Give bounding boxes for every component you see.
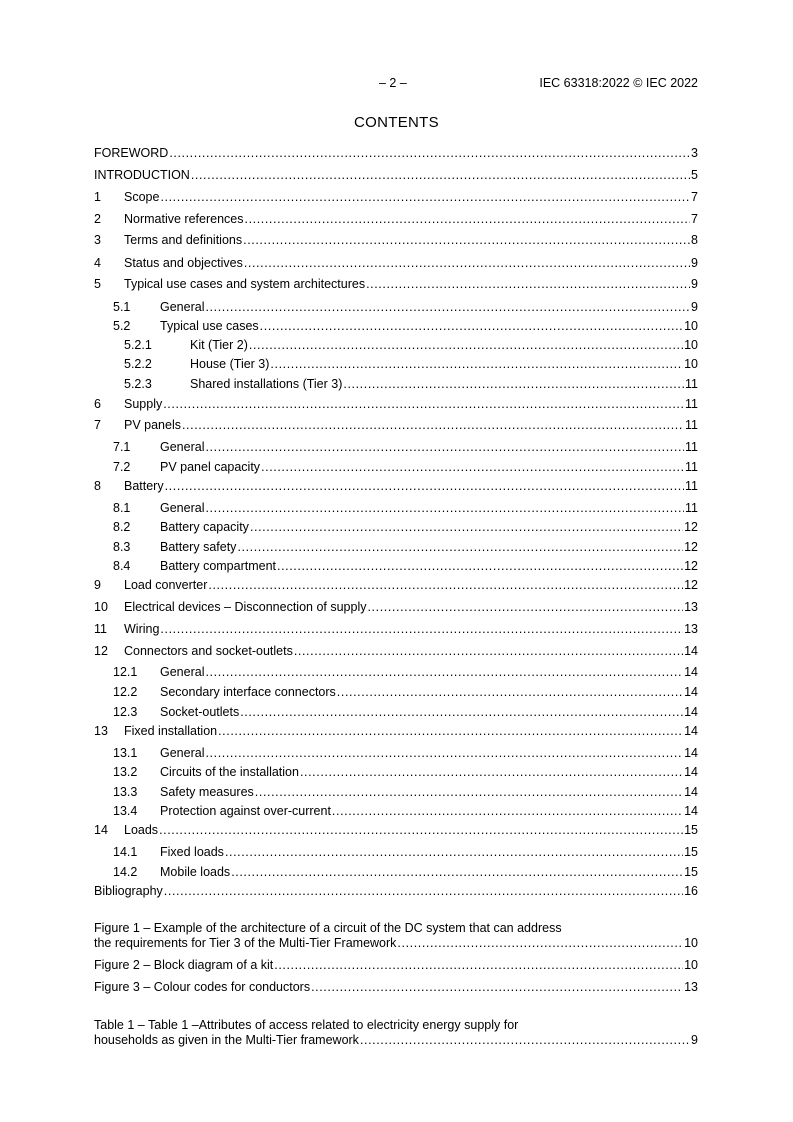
dot-leader	[208, 578, 683, 593]
toc-entry-label: Secondary interface connectors	[160, 685, 336, 699]
toc-entry-label: Connectors and socket-outlets	[124, 644, 293, 658]
toc-entry-page: 14	[684, 665, 698, 679]
dot-leader	[367, 600, 683, 615]
toc-entry-number: 5	[94, 277, 101, 291]
toc-entry-label: PV panel capacity	[160, 460, 261, 474]
toc-entry-number: 13.1	[113, 746, 138, 760]
toc-entry-number: 8.3	[113, 540, 131, 554]
toc-entry-number: 4	[94, 256, 101, 270]
toc-entry-label: Typical use cases	[160, 319, 259, 333]
toc-entry-label: Fixed loads	[160, 845, 224, 859]
toc-entry-page: 7	[691, 212, 698, 226]
toc-entry-page: 13	[684, 622, 698, 636]
toc-entry-label: Normative references	[124, 212, 244, 226]
page-header	[0, 76, 793, 92]
toc-entry-page: 3	[691, 146, 698, 160]
toc-entry-page: 9	[691, 277, 698, 291]
figure-entry-page: 13	[684, 980, 698, 994]
toc-entry-page: 5	[691, 168, 698, 182]
toc-entry-label: Bibliography	[94, 884, 163, 898]
toc-entry[interactable]	[94, 765, 698, 780]
toc-entry[interactable]	[94, 785, 698, 800]
toc-entry-page: 15	[684, 865, 698, 879]
toc-entry[interactable]	[94, 319, 698, 334]
toc-entry-label: Protection against over-current	[160, 804, 331, 818]
dot-leader	[164, 884, 683, 899]
figure-entry[interactable]	[94, 936, 698, 951]
dot-leader	[337, 685, 683, 700]
dot-leader	[277, 559, 683, 574]
toc-entry-page: 14	[684, 724, 698, 738]
toc-entry-label: Typical use cases and system architectures	[124, 277, 366, 291]
toc-entry[interactable]	[94, 501, 698, 516]
toc-entry-page: 14	[684, 644, 698, 658]
toc-entry-label: Mobile loads	[160, 865, 231, 879]
toc-entry-page: 12	[684, 578, 698, 592]
figure-entry-label: Figure 3 – Colour codes for conductors	[94, 980, 311, 994]
toc-entry-page: 11	[685, 397, 698, 411]
toc-entry-page: 14	[684, 705, 698, 719]
toc-entry[interactable]	[94, 600, 698, 615]
toc-entry[interactable]	[94, 884, 698, 899]
toc-entry-number: 7.1	[113, 440, 131, 454]
toc-entry-page: 15	[684, 845, 698, 859]
toc-entry-page: 14	[684, 785, 698, 799]
figure-entry-label: the requirements for Tier 3 of the Multi-Tier Framework	[94, 936, 397, 950]
toc-entry-number: 11	[94, 622, 107, 636]
toc-entry[interactable]	[94, 357, 698, 372]
toc-entry-page: 15	[684, 823, 698, 837]
toc-entry-number: 6	[94, 397, 101, 411]
toc-entry-number: 5.2.2	[124, 357, 152, 371]
toc-entry-page: 11	[685, 460, 698, 474]
toc-entry-label: Fixed installation	[124, 724, 218, 738]
toc-entry[interactable]	[94, 233, 698, 248]
dot-leader	[274, 958, 683, 973]
dot-leader	[255, 785, 683, 800]
toc-entry-number: 12.3	[113, 705, 138, 719]
toc-entry-number: 14.2	[113, 865, 138, 879]
figure-entry-label: Figure 2 – Block diagram of a kit	[94, 958, 274, 972]
toc-entry-page: 14	[684, 685, 698, 699]
toc-entry[interactable]	[94, 559, 698, 574]
dot-leader	[182, 418, 684, 433]
table-entry-label: households as given in the Multi-Tier framework	[94, 1033, 359, 1047]
dot-leader	[250, 520, 683, 535]
standard-reference: IEC 63318:2022 © IEC 2022	[539, 76, 698, 90]
dot-leader	[245, 212, 691, 227]
toc-entry[interactable]	[94, 338, 698, 353]
toc-entry-page: 8	[691, 233, 698, 247]
dot-leader	[231, 865, 683, 880]
toc-entry-label: General	[160, 746, 205, 760]
toc-entry[interactable]	[94, 804, 698, 819]
toc-entry-number: 14	[94, 823, 108, 837]
toc-entry[interactable]	[94, 622, 698, 637]
dot-leader	[165, 479, 684, 494]
toc-entry-page: 10	[684, 319, 698, 333]
toc-entry-page: 10	[684, 357, 698, 371]
dot-leader	[205, 440, 684, 455]
toc-entry[interactable]	[94, 685, 698, 700]
figure-entry-page: 10	[684, 936, 698, 950]
toc-entry[interactable]	[94, 440, 698, 455]
toc-entry-page: 14	[684, 746, 698, 760]
toc-entry[interactable]	[94, 724, 698, 739]
dot-leader	[332, 804, 683, 819]
toc-entry-page: 12	[684, 520, 698, 534]
dot-leader	[243, 233, 690, 248]
toc-entry-number: 10	[94, 600, 108, 614]
toc-entry-page: 13	[684, 600, 698, 614]
toc-entry[interactable]	[94, 300, 698, 315]
toc-entry-label: Socket-outlets	[160, 705, 240, 719]
table-entry-page: 9	[691, 1033, 698, 1047]
toc-entry[interactable]	[94, 746, 698, 761]
toc-entry[interactable]	[94, 418, 698, 433]
dot-leader	[160, 190, 690, 205]
toc-entry[interactable]	[94, 665, 698, 680]
toc-entry-label: Battery safety	[160, 540, 237, 554]
toc-entry-number: 13.4	[113, 804, 138, 818]
toc-entry[interactable]	[94, 578, 698, 593]
toc-entry-page: 11	[685, 501, 698, 515]
dot-leader	[237, 540, 683, 555]
toc-entry-number: 5.2.3	[124, 377, 152, 391]
toc-entry-number: 14.1	[113, 845, 138, 859]
dot-leader	[261, 460, 684, 475]
toc-entry-label: INTRODUCTION	[94, 168, 190, 182]
toc-entry-label: Terms and definitions	[124, 233, 243, 247]
toc-entry-page: 12	[684, 559, 698, 573]
dot-leader	[300, 765, 683, 780]
toc-entry-page: 14	[684, 765, 698, 779]
table-caption-line: Table 1 – Table 1 –Attributes of access related to electricity energy supply for	[94, 1018, 519, 1032]
dot-leader	[366, 277, 690, 292]
toc-entry[interactable]	[94, 865, 698, 880]
toc-entry-page: 11	[685, 479, 698, 493]
toc-entry-label: Load converter	[124, 578, 208, 592]
toc-entry[interactable]	[94, 540, 698, 555]
dot-leader	[205, 665, 683, 680]
toc-entry-label: Wiring	[124, 622, 160, 636]
toc-entry-page: 9	[691, 300, 698, 314]
toc-entry-number: 8.2	[113, 520, 131, 534]
toc-entry-label: FOREWORD	[94, 146, 169, 160]
figure-entry-page: 10	[684, 958, 698, 972]
toc-entry-page: 11	[685, 418, 698, 432]
toc-entry-number: 13.2	[113, 765, 138, 779]
toc-entry-page: 10	[684, 338, 698, 352]
toc-entry-number: 12.1	[113, 665, 138, 679]
toc-entry-page: 14	[684, 804, 698, 818]
dot-leader	[270, 357, 683, 372]
toc-entry-label: Loads	[124, 823, 159, 837]
toc-entry-label: Scope	[124, 190, 160, 204]
dot-leader	[163, 397, 684, 412]
dot-leader	[225, 845, 683, 860]
toc-entry-number: 1	[94, 190, 101, 204]
toc-entry-label: Safety measures	[160, 785, 254, 799]
toc-entry-number: 12.2	[113, 685, 138, 699]
dot-leader	[311, 980, 683, 995]
page-number: – 2 –	[379, 76, 407, 90]
toc-entry-number: 7.2	[113, 460, 131, 474]
toc-entry[interactable]	[94, 190, 698, 205]
toc-entry[interactable]	[94, 397, 698, 412]
toc-entry-page: 11	[685, 377, 698, 391]
toc-entry-label: Battery	[124, 479, 164, 493]
toc-entry-number: 12	[94, 644, 108, 658]
toc-entry[interactable]	[94, 377, 698, 392]
toc-entry-number: 8	[94, 479, 101, 493]
toc-entry[interactable]	[94, 823, 698, 838]
toc-entry-page: 7	[691, 190, 698, 204]
dot-leader	[343, 377, 684, 392]
figure-entry[interactable]	[94, 958, 698, 973]
toc-entry-label: General	[160, 300, 205, 314]
toc-entry-label: General	[160, 440, 205, 454]
dot-leader	[159, 823, 683, 838]
dot-leader	[160, 622, 683, 637]
toc-entry[interactable]	[94, 256, 698, 271]
toc-entry-page: 11	[685, 440, 698, 454]
toc-entry-number: 5.1	[113, 300, 131, 314]
toc-entry-number: 13.3	[113, 785, 138, 799]
toc-entry-number: 8.1	[113, 501, 131, 515]
dot-leader	[397, 936, 683, 951]
toc-entry-number: 9	[94, 578, 101, 592]
toc-entry[interactable]	[94, 845, 698, 860]
dot-leader	[191, 168, 690, 183]
dot-leader	[244, 256, 690, 271]
dot-leader	[360, 1033, 690, 1048]
toc-entry-label: Status and objectives	[124, 256, 243, 270]
toc-entry-label: PV panels	[124, 418, 181, 432]
toc-entry-label: General	[160, 665, 205, 679]
contents-title: CONTENTS	[354, 114, 439, 131]
toc-entry[interactable]	[94, 168, 698, 183]
toc-entry-label: Battery capacity	[160, 520, 249, 534]
dot-leader	[205, 300, 690, 315]
toc-entry-label: Circuits of the installation	[160, 765, 299, 779]
toc-entry[interactable]	[94, 212, 698, 227]
dot-leader	[260, 319, 683, 334]
toc-entry-label: Supply	[124, 397, 163, 411]
toc-entry-page: 16	[684, 884, 698, 898]
toc-entry-label: General	[160, 501, 205, 515]
toc-entry-number: 7	[94, 418, 101, 432]
dot-leader	[249, 338, 683, 353]
dot-leader	[240, 705, 683, 720]
toc-entry-label: Shared installations (Tier 3)	[190, 377, 343, 391]
figure-entry[interactable]	[94, 980, 698, 995]
toc-entry-number: 3	[94, 233, 101, 247]
toc-entry-number: 2	[94, 212, 101, 226]
toc-entry[interactable]	[94, 460, 698, 475]
toc-entry[interactable]	[94, 520, 698, 535]
toc-entry-page: 12	[684, 540, 698, 554]
toc-entry-number: 8.4	[113, 559, 131, 573]
toc-entry-label: Kit (Tier 2)	[190, 338, 248, 352]
toc-entry[interactable]	[94, 146, 698, 161]
toc-entry[interactable]	[94, 277, 698, 292]
toc-entry-label: Battery compartment	[160, 559, 277, 573]
toc-entry-page: 9	[691, 256, 698, 270]
table-entry[interactable]	[94, 1033, 698, 1048]
toc-entry[interactable]	[94, 479, 698, 494]
toc-entry-number: 13	[94, 724, 108, 738]
dot-leader	[205, 746, 683, 761]
toc-entry[interactable]	[94, 705, 698, 720]
toc-entry[interactable]	[94, 644, 698, 659]
toc-entry-label: Electrical devices – Disconnection of supply	[124, 600, 367, 614]
dot-leader	[205, 501, 684, 516]
dot-leader	[294, 644, 683, 659]
toc-entry-label: House (Tier 3)	[190, 357, 270, 371]
toc-entry-number: 5.2.1	[124, 338, 152, 352]
toc-entry-number: 5.2	[113, 319, 131, 333]
figure-caption-line: Figure 1 – Example of the architecture of a circuit of the DC system that can address	[94, 921, 562, 935]
dot-leader	[218, 724, 683, 739]
dot-leader	[169, 146, 690, 161]
